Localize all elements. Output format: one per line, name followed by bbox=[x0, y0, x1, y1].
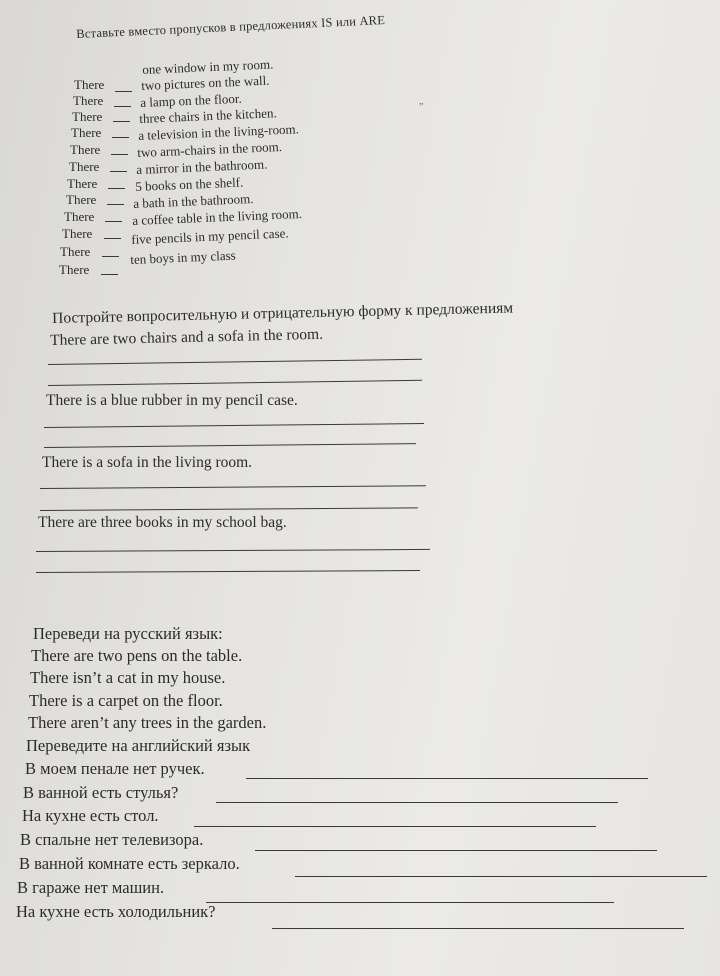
section1-title: Вставьте вместо пропусков в предложениях IS или ARE bbox=[76, 12, 386, 41]
row-text: a coffee table in the living room. bbox=[132, 205, 303, 228]
fill-blank[interactable] bbox=[113, 121, 130, 122]
sentence: В ванной есть стулья? bbox=[23, 783, 179, 802]
fill-blank[interactable] bbox=[115, 91, 132, 92]
row-text: 5 books on the shelf. bbox=[135, 174, 244, 194]
answer-line[interactable] bbox=[295, 876, 707, 877]
row-prefix: There bbox=[60, 244, 91, 259]
answer-line[interactable] bbox=[44, 423, 424, 428]
pen-mark: ,, bbox=[419, 96, 424, 106]
section2-title: Постройте вопросительную и отрицательную форму к предложениям bbox=[52, 299, 514, 327]
sentence: There is a carpet on the floor. bbox=[29, 691, 223, 710]
sentence: В моем пенале нет ручек. bbox=[25, 759, 205, 778]
fill-blank[interactable] bbox=[104, 238, 121, 239]
row-text: three chairs in the kitchen. bbox=[139, 105, 278, 126]
answer-line[interactable] bbox=[36, 570, 420, 573]
fill-blank[interactable] bbox=[101, 274, 118, 275]
fill-blank[interactable] bbox=[111, 154, 128, 155]
row-text: five pencils in my pencil case. bbox=[131, 225, 289, 247]
sentence: На кухне есть холодильник? bbox=[16, 902, 216, 921]
answer-line[interactable] bbox=[194, 826, 596, 827]
sentence: There are two chairs and a sofa in the room. bbox=[50, 325, 324, 349]
row-text: a mirror in the bathroom. bbox=[136, 156, 268, 177]
fill-blank[interactable] bbox=[102, 256, 119, 257]
sentence: В гараже нет машин. bbox=[17, 878, 165, 897]
row-prefix: There bbox=[59, 262, 90, 277]
row-prefix: There bbox=[67, 176, 98, 191]
row-text: a lamp on the floor. bbox=[140, 90, 242, 110]
answer-line[interactable] bbox=[48, 380, 422, 386]
row-text: a television in the living-room. bbox=[138, 121, 300, 143]
answer-line[interactable] bbox=[206, 902, 614, 903]
sentence: There isn’t a cat in my house. bbox=[30, 668, 226, 687]
fill-blank[interactable] bbox=[114, 106, 131, 107]
row-prefix: There bbox=[74, 77, 105, 92]
answer-line[interactable] bbox=[40, 485, 426, 489]
fill-blank[interactable] bbox=[112, 137, 129, 138]
row-text: two pictures on the wall. bbox=[141, 72, 270, 93]
answer-line[interactable] bbox=[48, 359, 422, 365]
sentence: There is a sofa in the living room. bbox=[42, 454, 253, 471]
fill-blank[interactable] bbox=[105, 221, 122, 222]
fill-blank[interactable] bbox=[110, 171, 127, 172]
row-prefix: There bbox=[72, 109, 103, 124]
answer-line[interactable] bbox=[255, 850, 657, 851]
row-text: ten boys in my class bbox=[130, 247, 236, 267]
sentence: There is a blue rubber in my pencil case. bbox=[46, 392, 298, 409]
sentence: There are three books in my school bag. bbox=[38, 514, 287, 531]
answer-line[interactable] bbox=[36, 549, 430, 552]
row-text: one window in my room. bbox=[142, 56, 274, 77]
row-prefix: There bbox=[62, 226, 93, 241]
row-text: a bath in the bathroom. bbox=[133, 190, 254, 211]
row-text: two arm-chairs in the room. bbox=[137, 138, 283, 160]
row-prefix: There bbox=[69, 159, 100, 174]
sentence: В спальне нет телевизора. bbox=[20, 830, 204, 849]
answer-line[interactable] bbox=[40, 507, 418, 511]
row-prefix: There bbox=[73, 93, 104, 108]
row-prefix: There bbox=[70, 142, 101, 157]
sentence: В ванной комнате есть зеркало. bbox=[19, 854, 240, 873]
answer-line[interactable] bbox=[272, 928, 684, 929]
answer-line[interactable] bbox=[44, 443, 416, 448]
row-prefix: There bbox=[66, 192, 97, 207]
sentence: На кухне есть стол. bbox=[22, 806, 159, 825]
answer-line[interactable] bbox=[246, 778, 648, 779]
sentence: There aren’t any trees in the garden. bbox=[28, 713, 267, 732]
section4-title: Переведите на английский язык bbox=[26, 736, 251, 755]
fill-blank[interactable] bbox=[108, 188, 125, 189]
row-prefix: There bbox=[64, 209, 95, 224]
fill-blank[interactable] bbox=[107, 204, 124, 205]
section3-title: Переведи на русский язык: bbox=[33, 624, 223, 643]
sentence: There are two pens on the table. bbox=[31, 646, 243, 665]
answer-line[interactable] bbox=[216, 802, 618, 803]
row-prefix: There bbox=[71, 125, 102, 140]
